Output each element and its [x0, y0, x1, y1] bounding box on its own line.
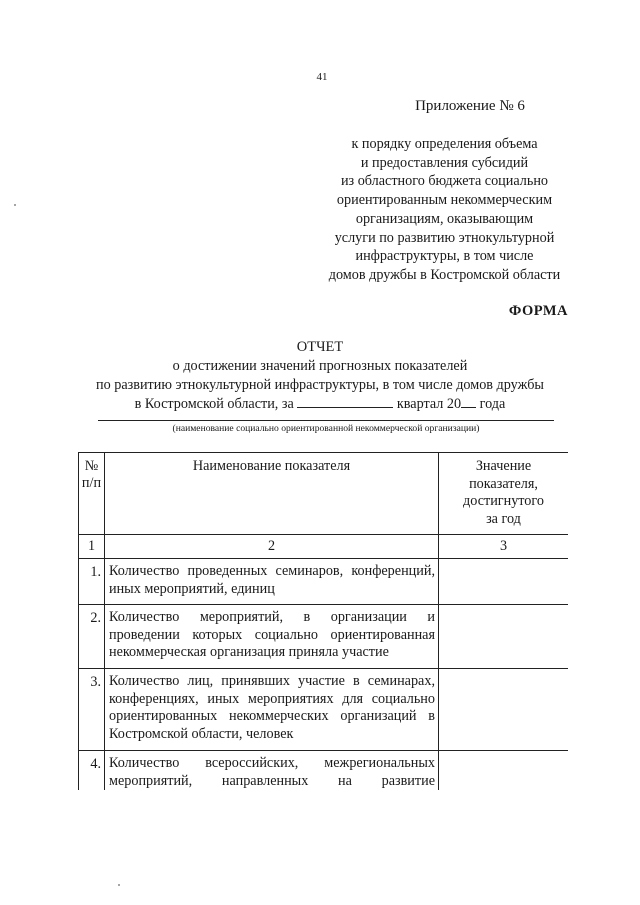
column-index: 3	[439, 535, 569, 559]
appendix-description	[322, 135, 567, 285]
row-value-cell[interactable]	[439, 605, 569, 669]
page-number: 41	[316, 71, 328, 83]
row-value-cell[interactable]	[439, 669, 569, 751]
row-value-cell[interactable]	[439, 751, 569, 791]
appendix-line: услуги по развитию этнокультурной	[334, 229, 555, 246]
header-value-line: Значение	[475, 458, 532, 474]
report-table	[78, 452, 568, 790]
report-table-frame	[78, 452, 568, 790]
scan-speck	[14, 204, 16, 206]
table-row	[79, 669, 569, 751]
row-number: 2.	[79, 605, 105, 669]
appendix-line: к порядку определения объема	[351, 136, 538, 152]
appendix-line: и предоставления субсидий	[360, 154, 529, 171]
header-num	[79, 453, 105, 535]
appendix-line: ориентированным некоммерческим	[336, 192, 553, 209]
table-header-row	[79, 453, 569, 535]
report-title: ОТЧЕТ	[296, 339, 344, 355]
row-number: 1.	[79, 559, 105, 605]
appendix-line: из областного бюджета социально	[340, 173, 549, 190]
appendix-line: организациям, оказывающим	[355, 210, 534, 227]
row-indicator-name: Количество мероприятий, в организации и проведении которых социально ориентированная некоммерческая организация приняла участие	[105, 605, 439, 669]
report-line-3-prefix: в Костромской области, за	[134, 396, 294, 413]
row-value-cell[interactable]	[439, 559, 569, 605]
header-num-line: №	[84, 458, 99, 474]
report-line-3-suffix: года	[479, 396, 506, 413]
row-indicator-name: Количество проведенных семинаров, конференций, иных мероприятий, единиц	[105, 559, 439, 605]
organization-name-line[interactable]	[98, 420, 554, 421]
report-line-2: по развитию этнокультурной инфраструктуры, в том числе домов дружбы	[96, 376, 544, 393]
report-subtitle	[70, 357, 570, 414]
row-indicator-name: Количество всероссийских, межрегиональных мероприятий, направленных на развитие	[105, 751, 439, 791]
year-blank-field[interactable]	[461, 394, 476, 408]
organization-name-caption: (наименование социально ориентированной некоммерческой организации)	[172, 423, 480, 434]
table-row	[79, 559, 569, 605]
report-line-3-middle: квартал 20	[396, 396, 462, 413]
table-index-row	[79, 535, 569, 559]
header-value-line: за год	[486, 510, 521, 527]
table-row	[79, 605, 569, 669]
header-value	[439, 453, 569, 535]
row-number: 4.	[79, 751, 105, 791]
column-index: 2	[105, 535, 439, 559]
appendix-line: домов дружбы в Костромской области	[328, 266, 561, 283]
appendix-title: Приложение № 6	[415, 98, 525, 114]
header-value-line: достигнутого	[463, 493, 544, 509]
form-label: ФОРМА	[508, 303, 568, 319]
header-value-line: показателя,	[469, 475, 538, 492]
header-name: Наименование показателя	[105, 453, 439, 535]
row-indicator-name: Количество лиц, принявших участие в семинарах, конференциях, иных мероприятиях для социально ориентированных некоммерческих организаций в Костромской области, человек	[105, 669, 439, 751]
row-number: 3.	[79, 669, 105, 751]
column-index: 1	[79, 535, 105, 559]
table-row	[79, 751, 569, 791]
report-line-1: о достижении значений прогнозных показателей	[172, 358, 468, 374]
quarter-blank-field[interactable]	[297, 394, 393, 408]
report-line-3	[70, 394, 570, 414]
scan-speck	[118, 884, 120, 886]
header-num-line: п/п	[81, 475, 102, 491]
appendix-line: инфраструктуры, в том числе	[355, 248, 534, 265]
